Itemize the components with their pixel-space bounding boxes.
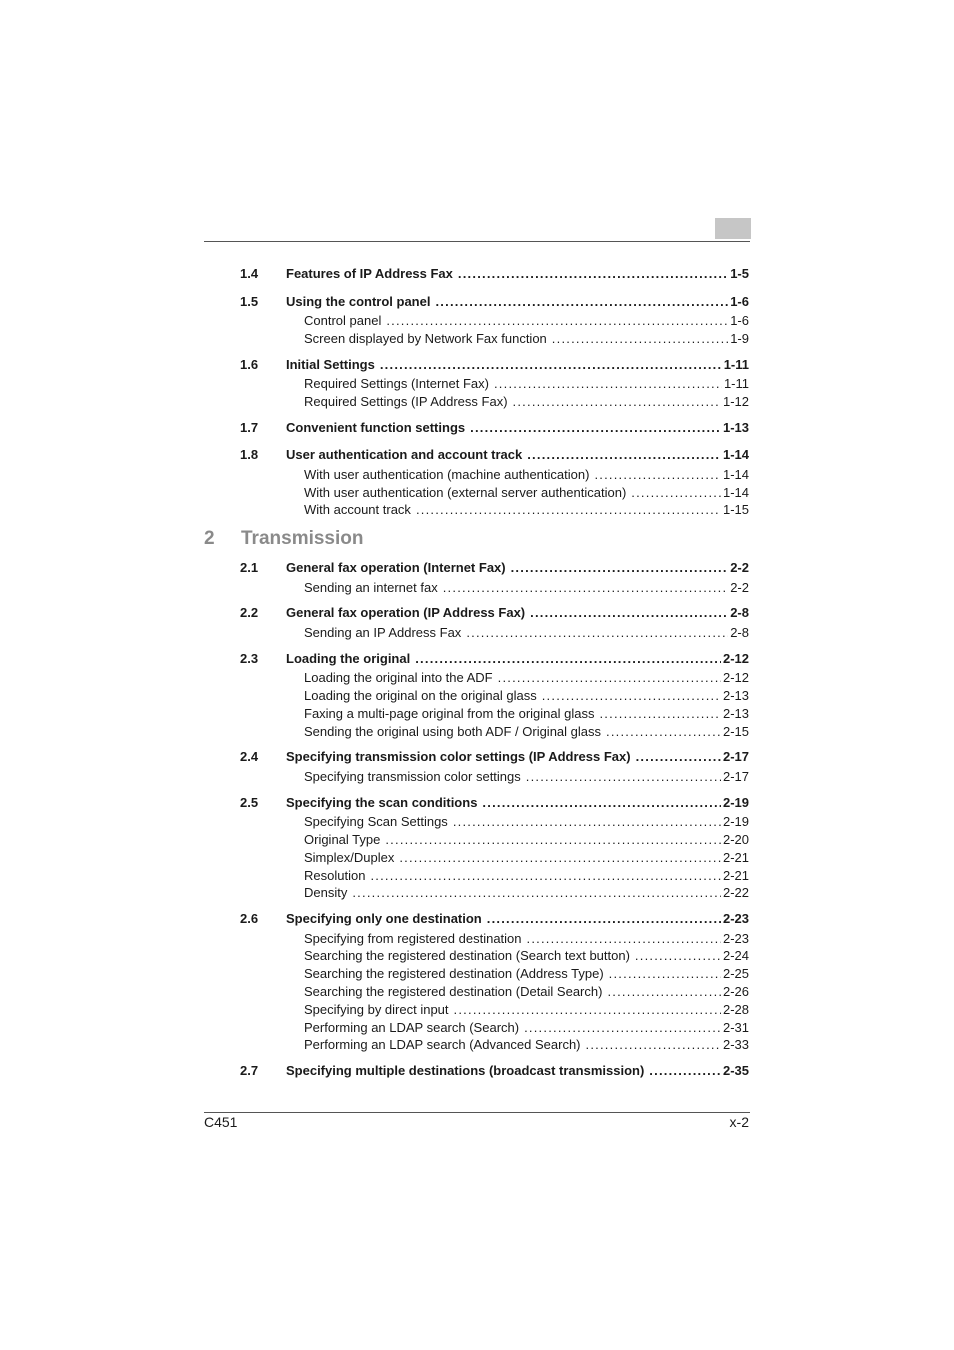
toc-subsection-title: Searching the registered destination (Address Type) — [304, 966, 604, 982]
toc-dot-leader — [458, 265, 728, 283]
toc-section-row — [0, 748, 954, 766]
toc-section-row — [0, 794, 954, 812]
toc-subsection-row — [0, 965, 954, 983]
toc-section-number: 2.7 — [240, 1063, 259, 1079]
toc-subsection-row — [0, 930, 954, 948]
toc-subsection-row — [0, 884, 954, 902]
toc-section-number: 2.4 — [240, 749, 259, 765]
toc-subsection-title: Loading the original into the ADF — [304, 670, 493, 686]
toc-subsection-title: Sending the original using both ADF / Original glass — [304, 723, 602, 739]
toc-subsection-row — [0, 1019, 954, 1037]
toc-page-number: 2-8 — [730, 605, 749, 621]
toc-subsection-row — [0, 393, 954, 411]
toc-page-number: 2-33 — [722, 1037, 749, 1053]
toc-subsection-title: Sending an IP Address Fax — [304, 624, 462, 640]
toc-subsection-row — [0, 723, 954, 741]
toc-dot-leader — [513, 393, 721, 411]
toc-section-number: 2.3 — [240, 650, 259, 666]
toc-section-title: User authentication and account track — [286, 447, 523, 463]
toc-dot-leader — [453, 813, 721, 831]
toc-subsection-title: With user authentication (external server authentication) — [304, 484, 627, 500]
toc-subsection-title: Performing an LDAP search (Search) — [304, 1019, 520, 1035]
toc-section-number: 1.6 — [240, 356, 259, 372]
toc-section-title: Specifying multiple destinations (broadcast transmission) — [286, 1063, 645, 1079]
toc-page-number: 2-19 — [722, 794, 749, 810]
toc-section-title: General fax operation (IP Address Fax) — [286, 605, 526, 621]
toc-subsection-title: Searching the registered destination (Search text button) — [304, 948, 630, 964]
toc-dot-leader — [352, 884, 721, 902]
toc-subsection-title: Faxing a multi-page original from the original glass — [304, 705, 595, 721]
toc-subsection-row — [0, 831, 954, 849]
toc-section-number: 2.2 — [240, 605, 259, 621]
toc-section-title: Specifying only one destination — [286, 911, 482, 927]
toc-subsection-row — [0, 375, 954, 393]
toc-subsection-title: Specifying transmission color settings — [304, 768, 521, 784]
toc-page-number: 2-17 — [722, 768, 749, 784]
toc-dot-leader — [482, 794, 721, 812]
toc-subsection-row — [0, 983, 954, 1001]
toc-dot-leader — [586, 1036, 721, 1054]
toc-section-row — [0, 559, 954, 577]
toc-dot-leader — [599, 705, 720, 723]
toc-section-title: Features of IP Address Fax — [286, 266, 453, 281]
toc-dot-leader — [399, 849, 721, 867]
toc-page-number: 2-19 — [722, 814, 749, 830]
toc-subsection-title: Required Settings (IP Address Fax) — [304, 393, 508, 409]
toc-section-row — [0, 419, 954, 437]
toc-dot-leader — [370, 867, 721, 885]
toc-page-number: 2-2 — [730, 579, 749, 595]
toc-section-number: 2.5 — [240, 794, 259, 810]
chapter-title: Transmission — [241, 528, 364, 549]
toc-section-number: 2.6 — [240, 911, 259, 927]
toc-section-row — [0, 265, 954, 283]
chapter-number: 2 — [204, 528, 215, 549]
toc-dot-leader — [470, 419, 721, 437]
toc-subsection-title: Control panel — [304, 313, 382, 328]
toc-dot-leader — [435, 293, 728, 311]
toc-section-title: General fax operation (Internet Fax) — [286, 560, 506, 575]
toc-section-row — [0, 446, 954, 464]
toc-page-number: 2-23 — [722, 911, 749, 927]
toc-page-number: 1-9 — [730, 330, 749, 346]
toc-section-title: Specifying the scan conditions — [286, 794, 478, 810]
toc-subsection-title: Searching the registered destination (Detail Search) — [304, 984, 603, 999]
toc-dot-leader — [415, 650, 721, 668]
toc-section-row — [0, 356, 954, 374]
footer-rule — [204, 1112, 750, 1113]
toc-dot-leader — [607, 983, 721, 1001]
toc-subsection-title: With user authentication (machine authentication) — [304, 466, 590, 482]
toc-subsection-title: Screen displayed by Network Fax function — [304, 330, 547, 346]
toc-subsection-row — [0, 501, 954, 519]
toc-subsection-row — [0, 669, 954, 687]
toc-page-number: 2-23 — [722, 930, 749, 946]
toc-page-number: 2-17 — [722, 749, 749, 765]
toc-dot-leader — [636, 748, 721, 766]
toc-page-number: 2-28 — [722, 1001, 749, 1017]
toc-subsection-row — [0, 579, 954, 597]
toc-page-number: 2-21 — [722, 867, 749, 883]
toc-page-number: 2-26 — [722, 984, 749, 999]
toc-subsection-row — [0, 484, 954, 502]
toc-subsection-row — [0, 813, 954, 831]
toc-subsection-title: Loading the original on the original glass — [304, 687, 537, 703]
toc-page-number: 2-35 — [722, 1063, 749, 1079]
toc-dot-leader — [542, 687, 721, 705]
toc-page-number: 1-11 — [723, 376, 749, 392]
toc-section-number: 1.8 — [240, 447, 259, 463]
toc-section-row — [0, 650, 954, 668]
toc-page-number: 2-20 — [722, 831, 749, 847]
toc-subsection-row — [0, 1036, 954, 1054]
toc-page-number: 1-11 — [723, 356, 749, 372]
toc-subsection-row — [0, 867, 954, 885]
toc-dot-leader — [527, 446, 721, 464]
toc-subsection-title: Required Settings (Internet Fax) — [304, 376, 489, 392]
toc-subsection-title: Resolution — [304, 867, 366, 883]
toc-dot-leader — [530, 604, 728, 622]
toc-dot-leader — [526, 768, 721, 786]
toc-page-number: 2-22 — [722, 885, 749, 901]
toc-dot-leader — [552, 330, 728, 348]
toc-subsection-row — [0, 705, 954, 723]
toc-subsection-title: Original Type — [304, 831, 381, 847]
toc-subsection-title: Specifying from registered destination — [304, 930, 522, 946]
toc-dot-leader — [635, 947, 721, 965]
toc-page-number: 2-25 — [722, 966, 749, 982]
toc-page-number: 2-24 — [722, 948, 749, 964]
toc-dot-leader — [380, 356, 722, 374]
toc-subsection-row — [0, 687, 954, 705]
toc-dot-leader — [385, 831, 721, 849]
footer-model: C451 — [204, 1114, 238, 1130]
toc-section-title: Using the control panel — [286, 293, 431, 309]
toc-dot-leader — [443, 579, 728, 597]
toc-subsection-title: Specifying by direct input — [304, 1001, 449, 1017]
toc-section-title: Convenient function settings — [286, 419, 466, 435]
toc-page-number: 2-21 — [722, 849, 749, 865]
toc-section-row — [0, 293, 954, 311]
toc-subsection-row — [0, 624, 954, 642]
toc-page-number: 2-12 — [722, 670, 749, 686]
toc-dot-leader — [594, 466, 721, 484]
toc-subsection-title: Density — [304, 885, 348, 901]
toc-dot-leader — [511, 559, 729, 577]
toc-page-number: 1-15 — [722, 502, 749, 518]
toc-dot-leader — [649, 1062, 721, 1080]
toc-subsection-title: With account track — [304, 502, 411, 518]
toc-page-number: 1-14 — [722, 466, 749, 482]
toc-page-number: 1-14 — [722, 447, 749, 463]
toc-dot-leader — [609, 965, 721, 983]
toc-page-number: 1-13 — [722, 419, 749, 435]
header-tab-marker — [715, 218, 751, 239]
toc-section-number: 1.4 — [240, 266, 259, 281]
toc-section-title: Loading the original — [286, 650, 411, 666]
toc-subsection-row — [0, 312, 954, 330]
toc-subsection-row — [0, 947, 954, 965]
toc-section-row — [0, 910, 954, 928]
toc-dot-leader — [498, 669, 721, 687]
toc-page-number: 2-8 — [730, 624, 749, 640]
toc-dot-leader — [416, 501, 721, 519]
header-rule — [204, 241, 750, 242]
toc-page-number: 2-2 — [730, 560, 749, 575]
toc-section-title: Initial Settings — [286, 356, 375, 372]
toc-page-number: 2-13 — [722, 687, 749, 703]
toc-subsection-row — [0, 1001, 954, 1019]
toc-page-number: 1-14 — [722, 484, 749, 500]
toc-dot-leader — [454, 1001, 721, 1019]
toc-page-number: 2-31 — [722, 1019, 749, 1035]
toc-dot-leader — [494, 375, 722, 393]
toc-page-number: 2-13 — [722, 705, 749, 721]
toc-dot-leader — [527, 930, 721, 948]
toc-subsection-title: Performing an LDAP search (Advanced Search) — [304, 1037, 581, 1053]
toc-subsection-row — [0, 849, 954, 867]
toc-page-number: 1-6 — [730, 313, 749, 328]
toc-section-row — [0, 1062, 954, 1080]
toc-subsection-row — [0, 330, 954, 348]
toc-page-number: 1-5 — [730, 266, 749, 281]
footer-page-number: x-2 — [729, 1114, 749, 1130]
toc-section-number: 1.5 — [240, 293, 259, 309]
toc-section-row — [0, 604, 954, 622]
toc-subsection-title: Specifying Scan Settings — [304, 814, 448, 830]
toc-section-title: Specifying transmission color settings (IP Address Fax) — [286, 749, 631, 765]
toc-dot-leader — [487, 910, 721, 928]
toc-subsection-title: Sending an internet fax — [304, 579, 438, 595]
toc-section-number: 1.7 — [240, 419, 259, 435]
toc-section-number: 2.1 — [240, 560, 259, 575]
toc-dot-leader — [524, 1019, 721, 1037]
toc-dot-leader — [466, 624, 728, 642]
toc-dot-leader — [606, 723, 721, 741]
toc-dot-leader — [386, 312, 728, 330]
toc-dot-leader — [631, 484, 721, 502]
toc-page-number: 1-12 — [722, 393, 749, 409]
toc-subsection-row — [0, 466, 954, 484]
toc-page-number: 2-15 — [722, 723, 749, 739]
toc-page-number: 1-6 — [730, 293, 749, 309]
toc-page-number: 2-12 — [722, 650, 749, 666]
chapter-heading — [0, 528, 954, 554]
toc-subsection-title: Simplex/Duplex — [304, 849, 395, 865]
toc-subsection-row — [0, 768, 954, 786]
